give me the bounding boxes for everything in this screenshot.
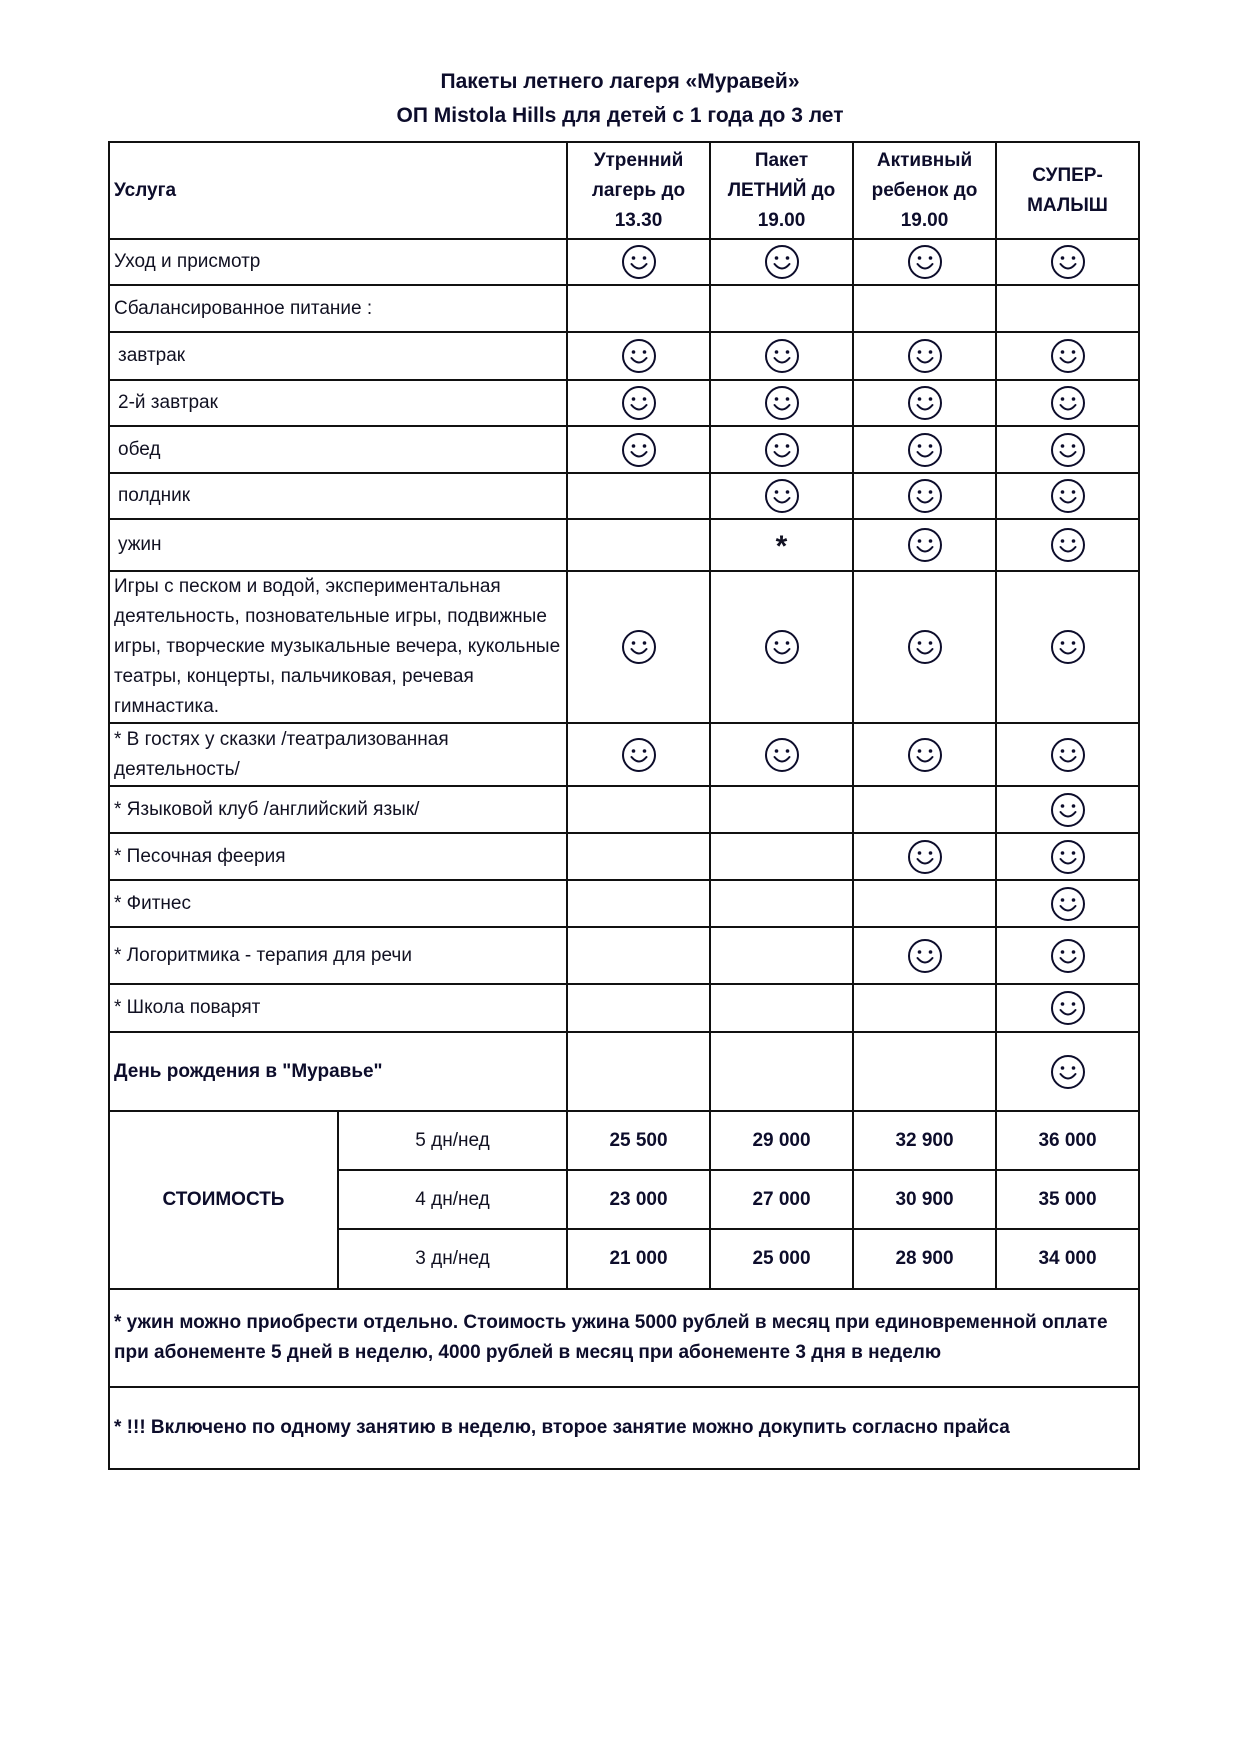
table-row — [109, 571, 1139, 723]
smiley-face-icon — [621, 629, 657, 665]
service-label: полдник — [109, 473, 567, 519]
smiley-face-icon — [621, 385, 657, 421]
table-row — [109, 927, 1139, 984]
package-cell — [996, 1032, 1139, 1111]
package-cell — [567, 332, 710, 380]
smiley-face-icon — [1050, 792, 1086, 828]
package-cell — [567, 239, 710, 285]
smiley-face-icon — [1050, 338, 1086, 374]
package-cell — [996, 833, 1139, 880]
package-cell — [567, 984, 710, 1032]
package-cell — [710, 786, 853, 833]
package-cell — [853, 426, 996, 473]
service-label: * Языковой клуб /английский язык/ — [109, 786, 567, 833]
table-row — [109, 786, 1139, 833]
smiley-face-icon — [1050, 938, 1086, 974]
footnote-text: * ужин можно приобрести отдельно. Стоимость ужина 5000 рублей в месяц при единовременной оплате при абонементе 5 дней в неделю, 4000 рублей в месяц при абонементе 3 дня в неделю — [109, 1289, 1139, 1387]
table-row — [109, 239, 1139, 285]
table-header-row — [109, 142, 1139, 239]
service-label: завтрак — [109, 332, 567, 380]
package-cell — [853, 723, 996, 786]
table-row — [109, 380, 1139, 426]
service-label: * В гостях у сказки /театрализованная деятельность/ — [109, 723, 567, 786]
smiley-face-icon — [907, 244, 943, 280]
smiley-face-icon — [621, 737, 657, 773]
service-label: Уход и присмотр — [109, 239, 567, 285]
asterisk-icon: * — [775, 530, 788, 563]
package-cell — [710, 1032, 853, 1111]
package-cell — [567, 473, 710, 519]
package-cell — [567, 380, 710, 426]
smiley-face-icon — [621, 244, 657, 280]
package-cell — [710, 571, 853, 723]
header-package-2: Пакет ЛЕТНИЙ до 19.00 — [710, 142, 853, 239]
package-cell — [853, 380, 996, 426]
package-cell — [853, 571, 996, 723]
smiley-face-icon — [1050, 478, 1086, 514]
table-row — [109, 833, 1139, 880]
smiley-face-icon — [764, 478, 800, 514]
service-label: * Логоритмика - терапия для речи — [109, 927, 567, 984]
smiley-face-icon — [1050, 1054, 1086, 1090]
price-cell: 27 000 — [710, 1170, 853, 1229]
price-cell: 21 000 — [567, 1229, 710, 1289]
smiley-face-icon — [764, 629, 800, 665]
smiley-face-icon — [764, 244, 800, 280]
package-cell — [567, 571, 710, 723]
smiley-face-icon — [1050, 839, 1086, 875]
header-package-3: Активный ребенок до 19.00 — [853, 142, 996, 239]
table-row — [109, 332, 1139, 380]
package-cell — [996, 519, 1139, 571]
package-cell — [996, 880, 1139, 927]
days-per-week: 4 дн/нед — [338, 1170, 567, 1229]
price-cell: 25 000 — [710, 1229, 853, 1289]
package-cell — [853, 473, 996, 519]
package-cell — [567, 723, 710, 786]
header-package-4: СУПЕР-МАЛЫШ — [996, 142, 1139, 239]
days-per-week: 5 дн/нед — [338, 1111, 567, 1170]
smiley-face-icon — [907, 737, 943, 773]
package-cell — [710, 332, 853, 380]
smiley-face-icon — [621, 432, 657, 468]
price-cell: 23 000 — [567, 1170, 710, 1229]
package-cell — [567, 519, 710, 571]
service-label: ужин — [109, 519, 567, 571]
package-cell — [567, 285, 710, 332]
table-row — [109, 519, 1139, 571]
service-label: Сбалансированное питание : — [109, 285, 567, 332]
package-cell — [710, 239, 853, 285]
smiley-face-icon — [1050, 432, 1086, 468]
package-cell — [710, 984, 853, 1032]
table-row — [109, 723, 1139, 786]
package-cell — [710, 380, 853, 426]
table-row — [109, 285, 1139, 332]
service-label: День рождения в "Муравье" — [109, 1032, 567, 1111]
package-cell — [853, 880, 996, 927]
smiley-face-icon — [764, 338, 800, 374]
package-cell — [710, 880, 853, 927]
smiley-face-icon — [907, 432, 943, 468]
table-row — [109, 984, 1139, 1032]
package-cell — [853, 519, 996, 571]
header-service: Услуга — [109, 142, 567, 239]
price-cell: 28 900 — [853, 1229, 996, 1289]
smiley-face-icon — [907, 629, 943, 665]
package-cell — [710, 927, 853, 984]
smiley-face-icon — [1050, 990, 1086, 1026]
package-cell — [996, 723, 1139, 786]
smiley-face-icon — [764, 385, 800, 421]
service-label: * Песочная феерия — [109, 833, 567, 880]
package-cell — [853, 833, 996, 880]
package-cell — [710, 426, 853, 473]
package-cell — [567, 927, 710, 984]
smiley-face-icon — [621, 338, 657, 374]
smiley-face-icon — [1050, 886, 1086, 922]
smiley-face-icon — [1050, 629, 1086, 665]
package-cell — [996, 786, 1139, 833]
package-cell — [853, 332, 996, 380]
footnote-row — [109, 1387, 1139, 1469]
service-label: Игры с песком и водой, экспериментальная деятельность, позновательные игры, подвижные игры, творческие музыкальные вечера, кукольные театры, концерты, пальчиковая, речевая гимнастика. — [109, 571, 567, 723]
page-title: Пакеты летнего лагеря «Муравей» — [440, 70, 800, 93]
package-cell — [567, 880, 710, 927]
package-cell — [710, 285, 853, 332]
table-row — [109, 880, 1139, 927]
package-cell — [567, 426, 710, 473]
smiley-face-icon — [907, 938, 943, 974]
package-cell — [567, 833, 710, 880]
package-cell — [853, 984, 996, 1032]
package-cell — [996, 332, 1139, 380]
package-cell — [996, 473, 1139, 519]
smiley-face-icon — [907, 338, 943, 374]
package-cell — [567, 786, 710, 833]
price-cell: 34 000 — [996, 1229, 1139, 1289]
service-label: * Школа поварят — [109, 984, 567, 1032]
table-row — [109, 1032, 1139, 1111]
table-row — [109, 473, 1139, 519]
package-cell — [996, 239, 1139, 285]
cost-row — [109, 1111, 1139, 1170]
smiley-face-icon — [907, 527, 943, 563]
smiley-face-icon — [907, 478, 943, 514]
smiley-face-icon — [764, 432, 800, 468]
package-cell — [996, 380, 1139, 426]
service-label: обед — [109, 426, 567, 473]
price-cell: 36 000 — [996, 1111, 1139, 1170]
header-package-1: Утренний лагерь до 13.30 — [567, 142, 710, 239]
smiley-face-icon — [1050, 527, 1086, 563]
package-cell — [567, 1032, 710, 1111]
package-cell — [853, 1032, 996, 1111]
package-cell — [853, 927, 996, 984]
smiley-face-icon — [764, 737, 800, 773]
service-label: * Фитнес — [109, 880, 567, 927]
smiley-face-icon — [1050, 244, 1086, 280]
package-cell — [996, 927, 1139, 984]
smiley-face-icon — [907, 839, 943, 875]
price-cell: 32 900 — [853, 1111, 996, 1170]
days-per-week: 3 дн/нед — [338, 1229, 567, 1289]
footnote-row — [109, 1289, 1139, 1387]
packages-table — [108, 141, 1140, 1470]
package-cell — [710, 473, 853, 519]
package-cell — [853, 285, 996, 332]
smiley-face-icon — [1050, 385, 1086, 421]
price-cell: 35 000 — [996, 1170, 1139, 1229]
service-label: 2-й завтрак — [109, 380, 567, 426]
package-cell — [996, 984, 1139, 1032]
smiley-face-icon — [907, 385, 943, 421]
price-cell: 30 900 — [853, 1170, 996, 1229]
price-cell: 25 500 — [567, 1111, 710, 1170]
package-cell — [996, 426, 1139, 473]
smiley-face-icon — [1050, 737, 1086, 773]
package-cell — [853, 239, 996, 285]
price-cell: 29 000 — [710, 1111, 853, 1170]
package-cell — [853, 786, 996, 833]
package-cell — [710, 519, 853, 571]
table-row — [109, 426, 1139, 473]
cost-label: СТОИМОСТЬ — [109, 1111, 338, 1289]
package-cell — [996, 285, 1139, 332]
package-cell — [710, 833, 853, 880]
package-cell — [710, 723, 853, 786]
footnote-text: * !!! Включено по одному занятию в неделю, второе занятие можно докупить согласно прайса — [109, 1387, 1139, 1469]
page-subtitle: ОП Mistola Hills для детей с 1 года до 3 лет — [396, 104, 844, 127]
package-cell — [996, 571, 1139, 723]
